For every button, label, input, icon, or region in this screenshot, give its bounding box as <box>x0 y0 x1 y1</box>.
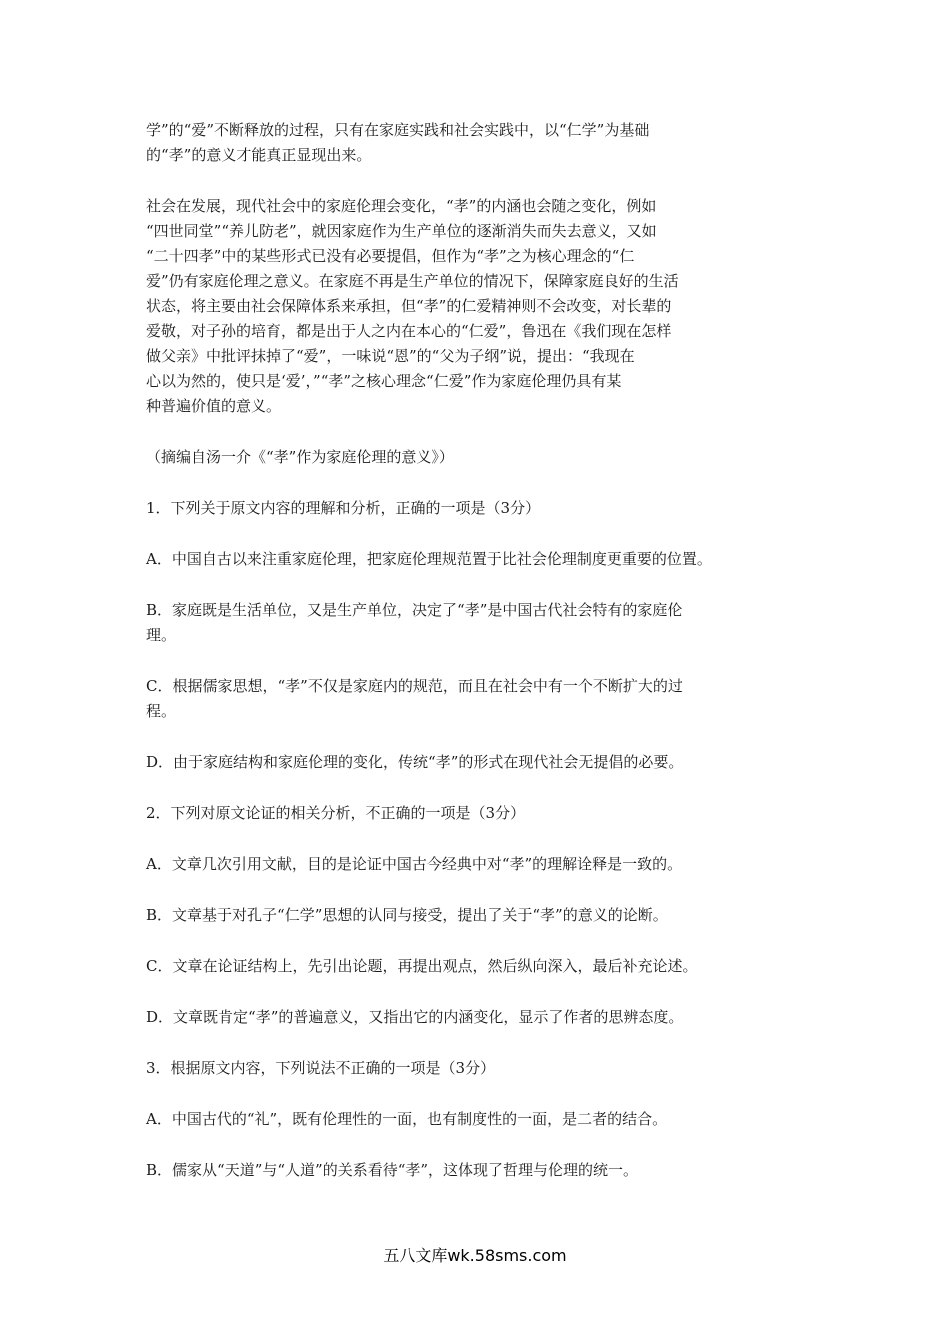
document-body <box>146 118 826 1209</box>
passage-paragraph-1: 学”的“爱”不断释放的过程，只有在家庭实践和社会实践中，以“仁学”为基础 的“孝”的意义才能真正显现出来。 <box>146 121 650 164</box>
question-3-option-a: A．中国古代的“礼”，既有伦理性的一面，也有制度性的一面，是二者的结合。 <box>146 1110 668 1128</box>
question-2-option-a: A．文章几次引用文献，目的是论证中国古今经典中对“孝”的理解诠释是一致的。 <box>146 855 683 873</box>
question-3-stem: 3．根据原文内容，下列说法不正确的一项是（3分） <box>146 1059 496 1077</box>
question-1-option-d: D．由于家庭结构和家庭伦理的变化，传统“孝”的形式在现代社会无提倡的必要。 <box>146 753 684 771</box>
question-2-option-d: D．文章既肯定“孝”的普遍意义，又指出它的内涵变化，显示了作者的思辨态度。 <box>146 1008 684 1026</box>
question-2-stem: 2．下列对原文论证的相关分析，不正确的一项是（3分） <box>146 804 526 822</box>
question-3-option-b: B．儒家从“天道”与“人道”的关系看待“孝”，这体现了哲理与伦理的统一。 <box>146 1161 639 1179</box>
footer-watermark: 五八文库wk.58sms.com <box>383 1246 567 1265</box>
source-citation: （摘编自汤一介《“孝”作为家庭伦理的意义》） <box>146 448 454 466</box>
passage-paragraph-2: 社会在发展，现代社会中的家庭伦理会变化，“孝”的内涵也会随之变化，例如 “四世同堂”“养儿防老”，就因家庭作为生产单位的逐渐消失而失去意义，又如 “二十四孝”中的某些形式已没有必要提倡，但作为“孝”之为核心理念的“仁 爱”仍有家庭伦理之意义。在家庭不再是生产单位的情况下，保障家庭良好的生活 状态，将主要由社会保障体系来承担，但“孝”的仁爱精神则不会改变，对长辈的 爱敬，对子孙的培育，都是出于人之内在本心的“仁爱”，鲁迅在《我们现在怎样 做父亲》中批评抹掉了“爱”，一味说“恩”的“父为子纲”说，提出：“我现在 心以为然的，使只是‘爱’，”“孝”之核心理念“仁爱”作为家庭伦理仍具有某 种普遍价值的意义。 <box>146 197 679 415</box>
question-2-option-b: B．文章基于对孔子“仁学”思想的认同与接受，提出了关于“孝”的意义的论断。 <box>146 906 668 924</box>
question-1-option-a: A．中国自古以来注重家庭伦理，把家庭伦理规范置于比社会伦理制度更重要的位置。 <box>146 550 712 568</box>
question-1-stem: 1．下列关于原文内容的理解和分析，正确的一项是（3分） <box>146 499 541 517</box>
question-2-option-c: C．文章在论证结构上，先引出论题，再提出观点，然后纵向深入，最后补充论述。 <box>146 957 698 975</box>
question-1-option-b: B．家庭既是生活单位，又是生产单位，决定了“孝”是中国古代社会特有的家庭伦 理。 <box>146 601 683 644</box>
question-1-option-c: C．根据儒家思想，“孝”不仅是家庭内的规范，而且在社会中有一个不断扩大的过 程。 <box>146 677 683 720</box>
